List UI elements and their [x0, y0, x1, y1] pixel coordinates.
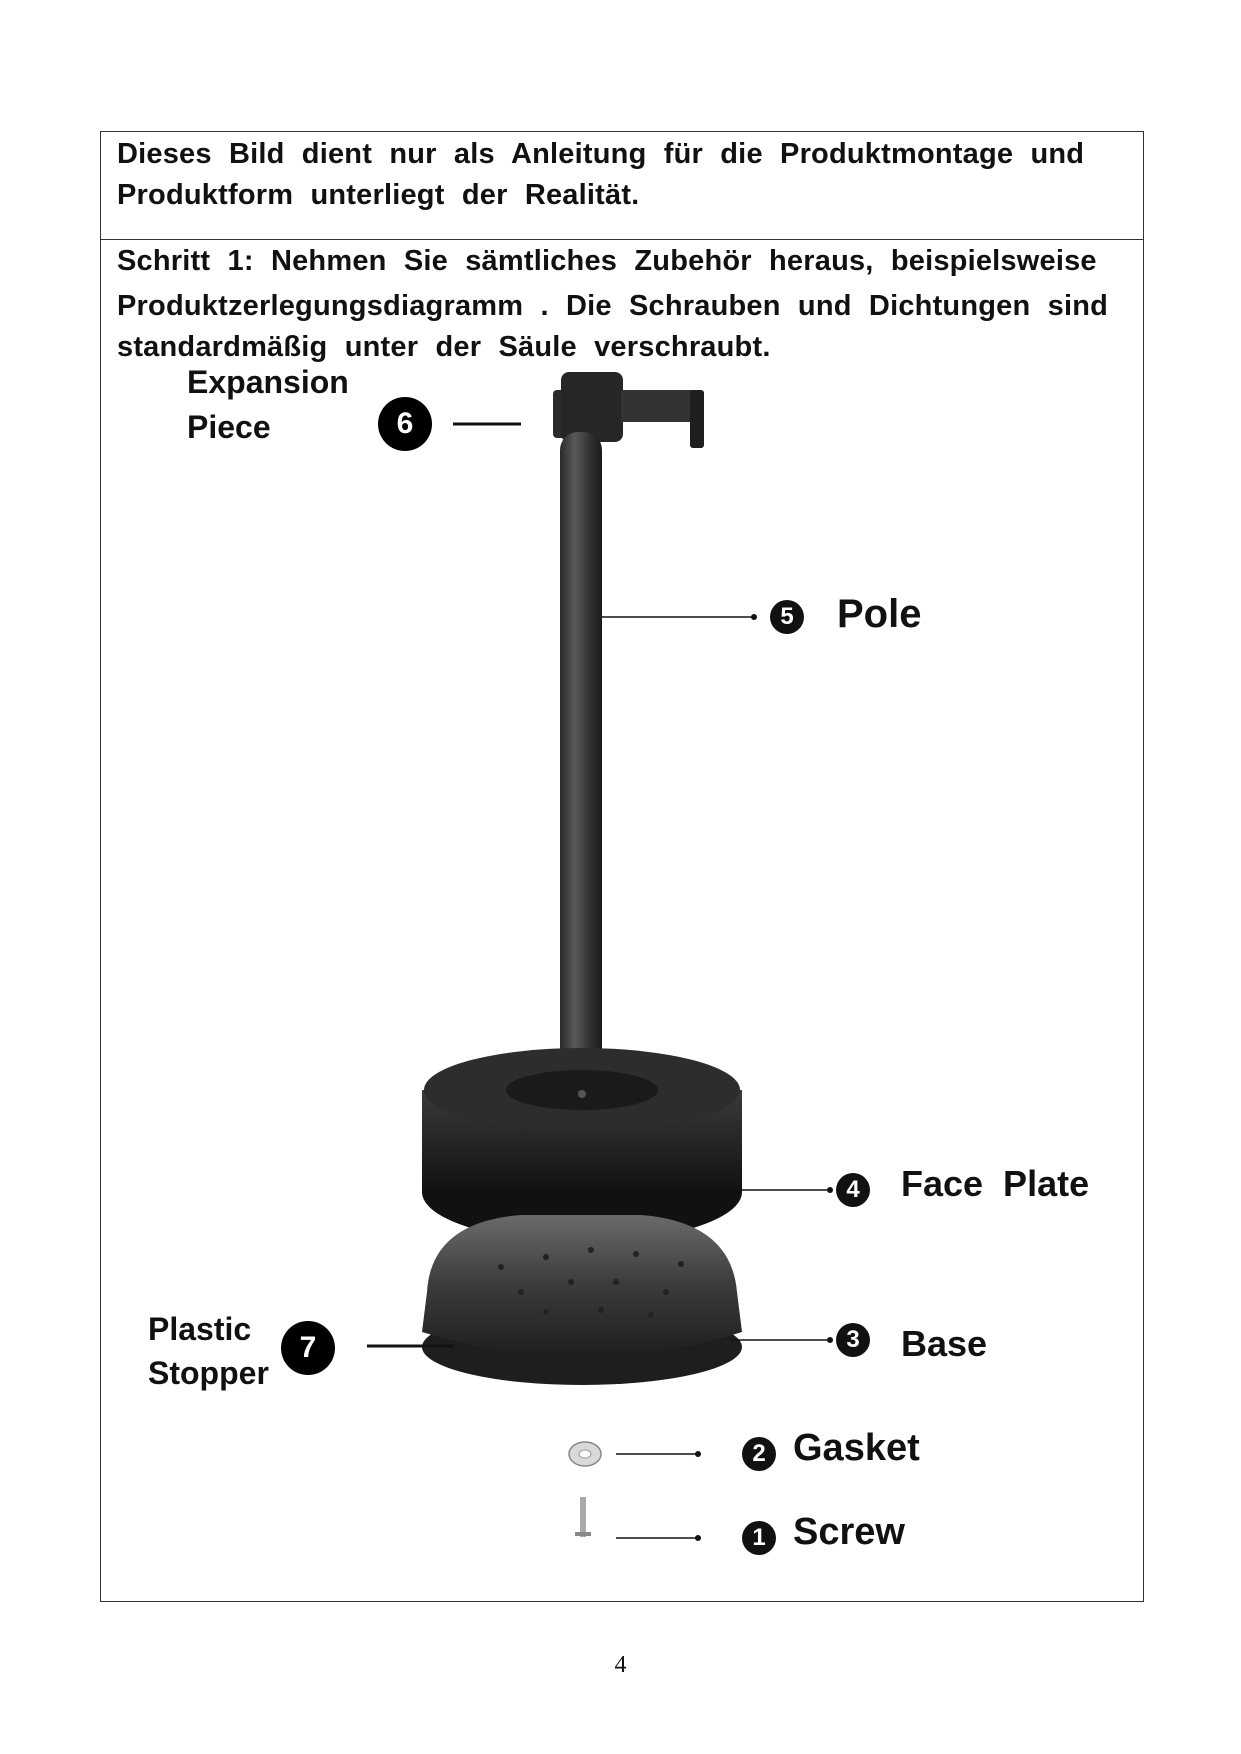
- gasket-label: Gasket: [793, 1427, 920, 1469]
- step1-line-3: standardmäßig unter der Säule verschraubt.: [117, 331, 771, 363]
- face-plate-icon: [422, 1048, 742, 1242]
- part-number-3: 3: [836, 1323, 870, 1357]
- expansion-piece-label-1: Expansion: [187, 364, 349, 400]
- plastic-stopper-label-2: Stopper: [148, 1355, 269, 1391]
- content-frame: [100, 131, 1144, 1602]
- page-number: 4: [614, 1652, 627, 1678]
- pole-icon: [560, 432, 602, 1101]
- screw-icon: [575, 1497, 591, 1537]
- intro-line-1: Dieses Bild dient nur als Anleitung für die Produktmontage und: [117, 138, 1085, 170]
- expansion-piece-label-2: Piece: [187, 409, 271, 445]
- part-number-2: 2: [742, 1437, 776, 1471]
- step1-line-2: Produktzerlegungsdiagramm . Die Schrauben und Dichtungen sind: [117, 290, 1109, 322]
- part-number-4: 4: [836, 1173, 870, 1207]
- base-label: Base: [901, 1323, 988, 1364]
- plastic-stopper-label-1: Plastic: [148, 1311, 252, 1347]
- part-number-5: 5: [770, 600, 804, 634]
- step1-line-1: Schritt 1: Nehmen Sie sämtliches Zubehör heraus, beispielsweise: [117, 245, 1097, 277]
- base-icon: [422, 1215, 742, 1385]
- face-plate-label: Face Plate: [901, 1163, 1090, 1204]
- part-number-1: 1: [742, 1521, 776, 1555]
- part-number-badge-7: 7: [281, 1321, 335, 1375]
- pole-label: Pole: [837, 592, 922, 636]
- part-number-badge-6: 6: [378, 397, 432, 451]
- screw-label: Screw: [793, 1511, 905, 1553]
- intro-line-2: Produktform unterliegt der Realität.: [117, 179, 640, 211]
- gasket-icon: [569, 1442, 601, 1466]
